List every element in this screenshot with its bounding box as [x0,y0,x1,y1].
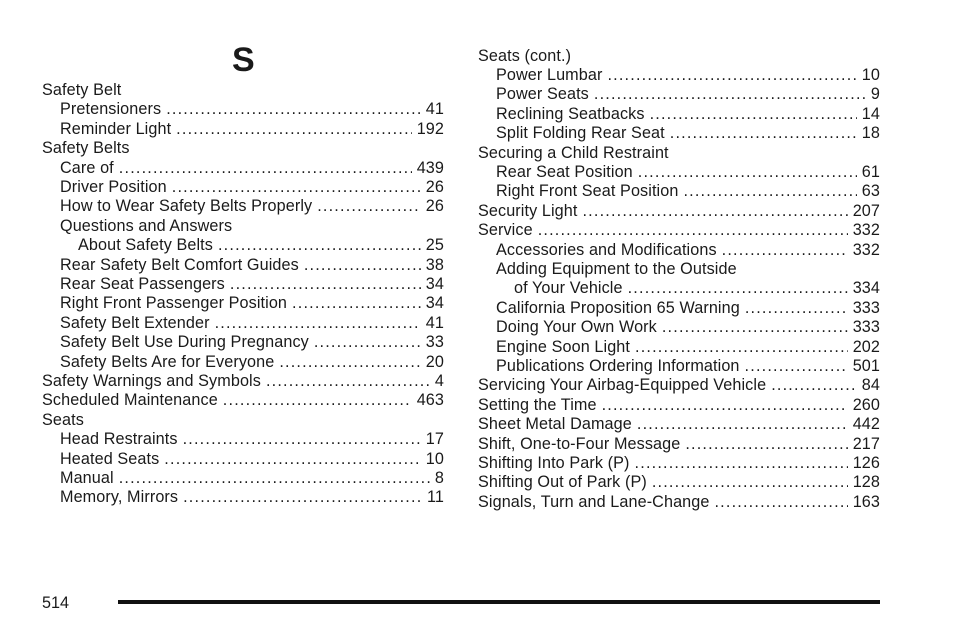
index-entry [60,178,444,197]
index-entry-text: of Your Vehicle [514,279,623,298]
dot-leader [635,338,848,357]
index-entry-text: Safety Belt Use During Pregnancy [60,333,309,352]
index-entry [60,488,444,507]
index-entry [478,376,880,395]
dot-leader [607,66,856,85]
index-entry-text: Power Seats [496,85,589,104]
index-entry [496,124,880,143]
dot-leader [314,333,421,352]
index-entry [42,139,444,158]
index-entry-text: Reclining Seatbacks [496,104,645,123]
index-entry-text: Security Light [478,201,578,220]
index-entry-text: Sheet Metal Damage [478,415,632,434]
dot-leader [650,105,857,124]
index-entry [496,299,880,318]
index-entry [42,81,444,100]
index-entry-text: Reminder Light [60,119,172,138]
index-entry-text: Right Front Seat Position [496,182,679,201]
dot-leader [637,415,848,434]
index-entry [478,454,880,473]
index-entry-text: Power Lumbar [496,65,603,84]
dot-leader [745,357,848,376]
index-entry-text: Shift, One-to-Four Message [478,434,681,453]
index-entry-text: Accessories and Modifications [496,240,717,259]
index-entry [60,159,444,178]
dot-leader [638,163,857,182]
dot-leader [218,236,421,255]
dot-leader [304,256,421,275]
dot-leader [685,435,847,454]
footer-rule [118,600,880,604]
index-entry [78,236,444,255]
index-entry-text: Securing a Child Restraint [478,143,669,162]
index-entry-page: 8 [434,469,444,487]
index-entry-page: 33 [425,333,444,352]
index-entry [496,66,880,85]
index-entry-page: 61 [861,162,880,181]
index-entry [42,411,444,430]
dot-leader [164,450,420,469]
index-entry-text: Scheduled Maintenance [42,391,218,410]
index-entry-text: Engine Soon Light [496,337,631,356]
dot-leader [215,314,421,333]
index-entry-page: 41 [425,313,444,332]
index-entry-page: 17 [425,430,444,449]
dot-leader [628,279,848,298]
index-entry-text: Servicing Your Airbag-Equipped Vehicle [478,376,767,395]
index-entry [60,197,444,216]
index-entry-page: 501 [852,356,880,375]
dot-leader [635,454,848,473]
index-entry-text: Publications Ordering Information [496,356,740,375]
index-entry-text: Heated Seats [60,449,160,468]
index-entry [478,221,880,240]
index-entry-page: 41 [425,100,444,119]
index-entry-page: 84 [861,376,880,395]
index-entry [496,105,880,124]
index-entry [496,338,880,357]
index-entry-page: 20 [425,352,444,371]
index-entry-text: Split Folding Rear Seat [496,124,665,143]
index-entry-page: 332 [852,221,880,240]
index-entry-text: Rear Safety Belt Comfort Guides [60,255,299,274]
index-entry-page: 217 [852,434,880,453]
index-entry [496,163,880,182]
index-entry [478,396,880,415]
index-entry-text: Pretensioners [60,100,162,119]
index-entry-text: Safety Belt Extender [60,313,210,332]
dot-leader [119,469,430,488]
index-entry-page: 38 [425,255,444,274]
index-entry-text: Seats [42,410,84,429]
index-entry-text: How to Wear Safety Belts Properly [60,197,313,216]
index-entry-page: 163 [852,492,880,511]
dot-leader [292,294,421,313]
dot-leader [183,488,422,507]
index-entry-text: Right Front Passenger Position [60,294,288,313]
index-entry-text: Signals, Turn and Lane-Change [478,492,710,511]
index-entry-page: 463 [416,391,444,410]
dot-leader [166,100,421,119]
index-entry [42,372,444,391]
dot-leader [266,372,430,391]
index-entry-page: 63 [861,182,880,201]
index-entry-text: Questions and Answers [60,216,233,235]
dot-leader [683,182,856,201]
index-entry-text: Safety Warnings and Symbols [42,372,261,390]
dot-leader [223,391,412,410]
index-entry-page: 334 [852,279,880,298]
index-entry-page: 34 [425,275,444,293]
index-entry-page: 11 [426,488,444,507]
index-entry-text: About Safety Belts [78,236,213,255]
index-entry-page: 26 [425,197,444,216]
dot-leader [582,202,847,221]
index-entry [42,391,444,410]
index-entry [478,473,880,492]
index-entry-page: 25 [425,236,444,255]
index-entry [478,493,880,512]
dot-leader [176,120,412,139]
dot-leader [662,318,848,337]
index-entry [60,217,444,236]
index-entry-text: Memory, Mirrors [60,488,179,507]
index-entry-page: 439 [416,158,444,177]
index-entry [478,202,880,221]
index-entry [60,469,444,488]
index-entry-page: 260 [852,395,880,414]
index-entry-page: 128 [852,473,880,492]
index-entry [478,415,880,434]
index-entry [478,144,880,163]
index-entry [60,120,444,139]
index-entry-page: 442 [852,415,880,434]
index-entry [60,430,444,449]
index-entry-page: 26 [425,178,444,196]
dot-leader [538,221,848,240]
index-entry-page: 192 [416,119,444,138]
dot-leader [594,85,866,104]
index-entry-text: Head Restraints [60,430,178,449]
dot-leader [183,430,421,449]
index-entry [60,333,444,352]
index-entry-text: Safety Belts Are for Everyone [60,352,275,371]
section-letter: S [232,41,255,79]
dot-leader [602,396,848,415]
dot-leader [317,197,421,216]
index-entry-text: Shifting Out of Park (P) [478,473,647,492]
index-entry-text: Setting the Time [478,395,597,414]
index-entry [478,47,880,66]
index-entry [496,357,880,376]
index-entry [496,318,880,337]
dot-leader [670,124,857,143]
index-entry [496,241,880,260]
index-entry [60,314,444,333]
index-entry-text: Seats (cont.) [478,46,572,65]
index-entry-text: Doing Your Own Work [496,318,657,337]
dot-leader [172,178,421,197]
dot-leader [722,241,848,260]
index-entry-text: Safety Belt [42,81,122,99]
index-entry [60,256,444,275]
index-entry [496,85,880,104]
dot-leader [714,493,847,512]
index-entry-text: Service [478,221,533,240]
page-number: 514 [42,594,70,612]
dot-leader [745,299,848,318]
index-entry-page: 10 [425,449,444,468]
index-entry-text: Care of [60,158,114,177]
index-entry [60,275,444,294]
index-entry-page: 9 [870,85,880,104]
dot-leader [279,353,420,372]
index-entry-page: 10 [861,65,880,84]
index-entry-page: 332 [852,240,880,259]
index-entry-text: California Proposition 65 Warning [496,298,740,317]
index-entry [496,260,880,279]
index-entry [60,100,444,119]
index-entry-page: 202 [852,337,880,356]
index-entry-text: Driver Position [60,178,167,196]
index-entry [496,182,880,201]
index-entry-page: 333 [852,298,880,317]
dot-leader [771,376,857,395]
index-entry-text: Manual [60,469,114,487]
dot-leader [652,473,848,492]
index-entry-text: Rear Seat Position [496,162,633,181]
index-entry-text: Safety Belts [42,139,130,158]
index-entry-page: 34 [425,294,444,313]
dot-leader [230,275,421,294]
index-entry-page: 4 [434,372,444,390]
index-entry-page: 18 [861,124,880,143]
index-entry [60,450,444,469]
index-entry-text: Shifting Into Park (P) [478,453,630,472]
index-entry-text: Rear Seat Passengers [60,275,225,293]
dot-leader [119,159,412,178]
index-entry-page: 14 [861,104,880,123]
index-entry [60,353,444,372]
index-entry-text: Adding Equipment to the Outside [496,259,737,278]
index-entry-page: 207 [852,201,880,220]
index-entry-page: 126 [852,453,880,472]
index-entry [60,294,444,313]
index-entry-page: 333 [852,318,880,337]
index-entry [478,435,880,454]
index-entry [514,279,880,298]
